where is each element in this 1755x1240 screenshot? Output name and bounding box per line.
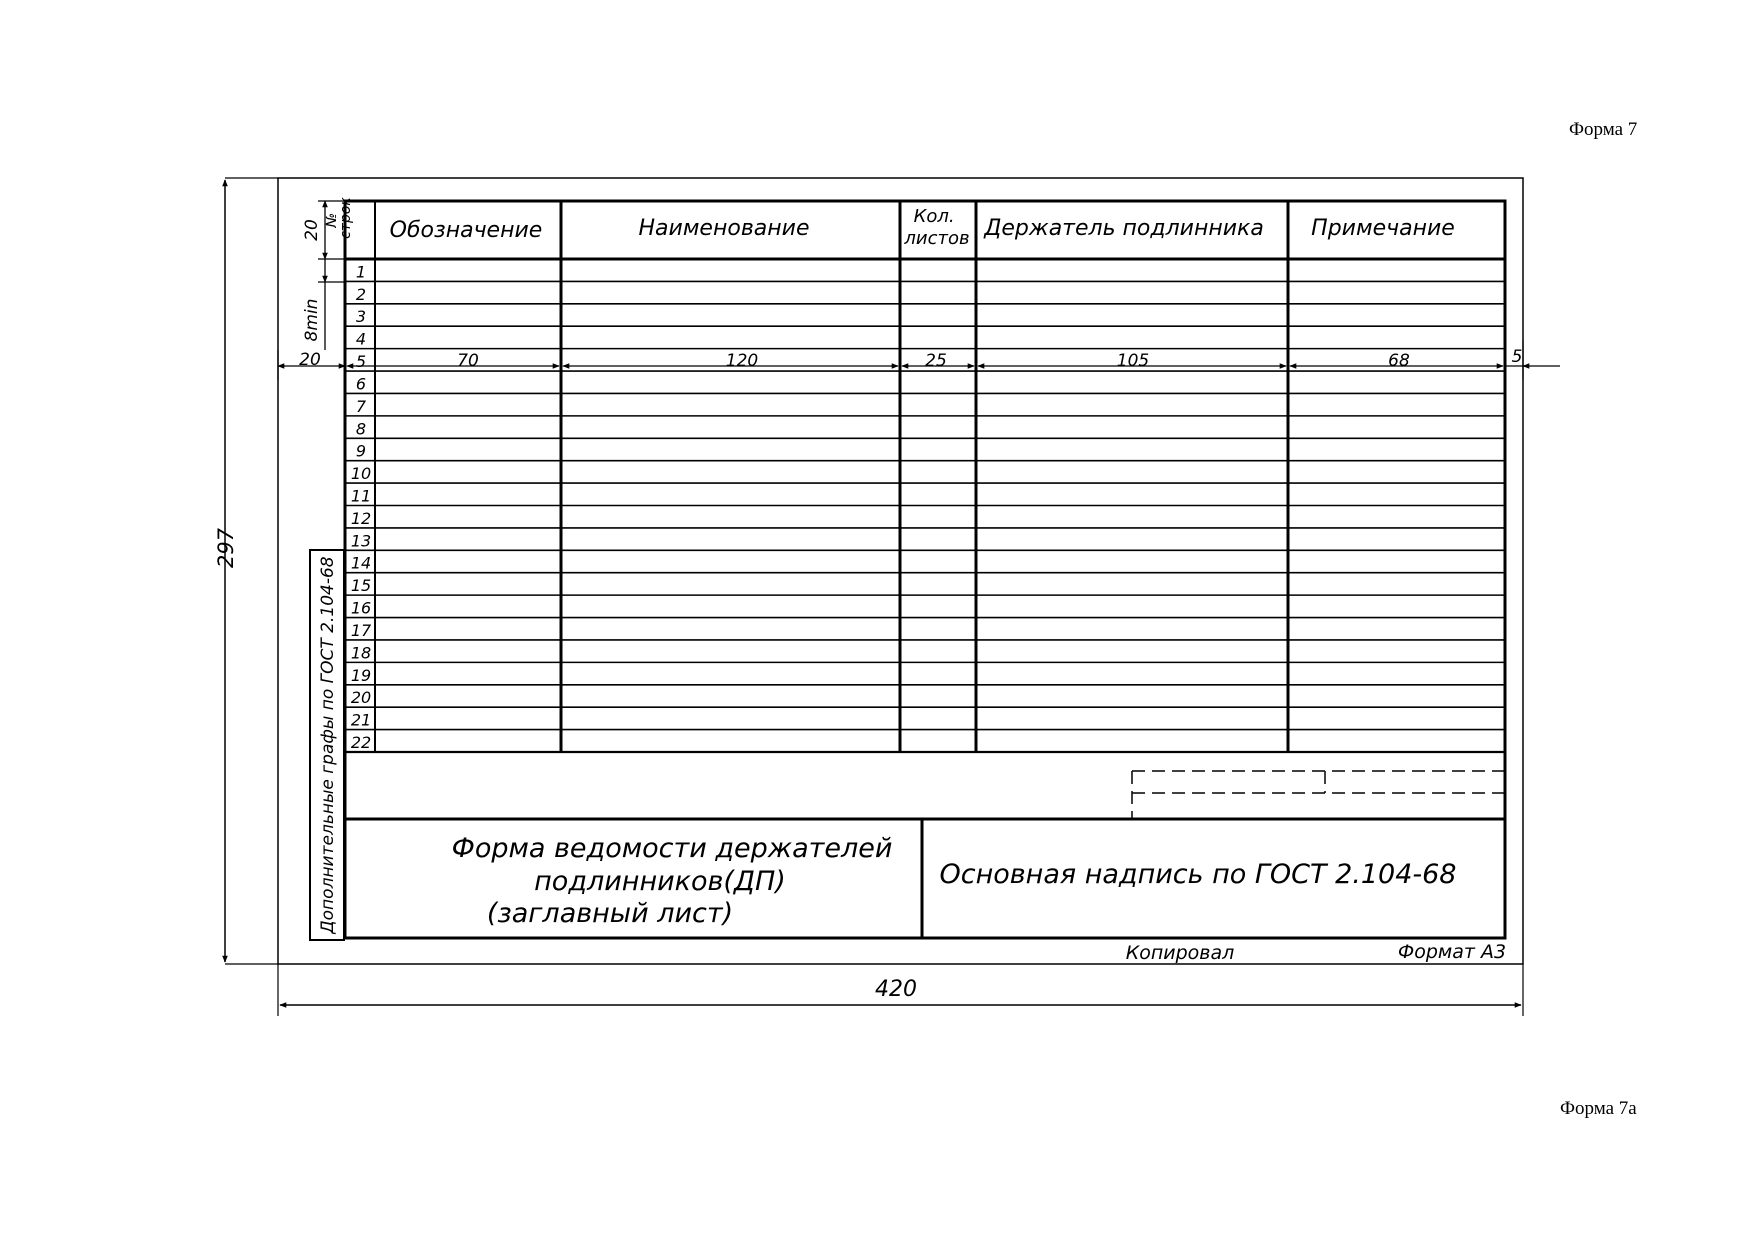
drawing-geometry [225, 178, 1560, 1016]
header-sheet-count: Кол. листов [904, 206, 970, 249]
row-number: 16 [350, 598, 372, 618]
dim-col-count: 25 [925, 351, 947, 371]
main-inscription: Основная надпись по ГОСТ 2.104-68 [939, 859, 1457, 890]
row-number: 15 [350, 576, 372, 596]
dim-col-holder: 105 [1116, 351, 1150, 371]
stamp-title-line-3: (заглавный лист) [486, 898, 734, 929]
header-note: Примечание [1311, 216, 1455, 241]
row-number: 14 [350, 553, 372, 573]
copied-label: Копировал [1125, 942, 1235, 964]
row-number: 17 [350, 620, 372, 640]
stamp-title-line-2: подлинников(ДП) [534, 866, 786, 897]
row-number: 4 [355, 329, 367, 349]
dim-right-margin: 5 [1511, 347, 1523, 367]
header-holder: Держатель подлинника [984, 216, 1264, 241]
row-number: 10 [350, 464, 372, 484]
row-number: 22 [350, 733, 372, 752]
dim-left-margin: 20 [299, 350, 321, 370]
dim-col-designation: 70 [457, 351, 479, 371]
row-number: 9 [355, 441, 367, 461]
format-label: Формат А3 [1397, 941, 1507, 963]
row-number: 11 [350, 486, 372, 506]
row-number-header: № строк [324, 197, 354, 239]
dim-col-note: 68 [1388, 351, 1410, 371]
dim-col-name: 120 [725, 351, 759, 371]
row-number: 18 [350, 643, 372, 663]
dim-overall-height: 297 [214, 527, 238, 569]
row-number: 20 [350, 688, 372, 708]
form-label-top: Форма 7 [1569, 119, 1638, 140]
row-number: 5 [355, 352, 367, 372]
row-number: 8 [355, 419, 367, 439]
side-label: Дополнительные графы по ГОСТ 2.104-68 [318, 556, 338, 934]
row-number: 3 [355, 307, 367, 327]
row-number: 6 [355, 374, 367, 394]
row-number: 19 [350, 665, 372, 685]
row-number: 1 [355, 262, 367, 282]
row-number: 21 [350, 710, 372, 730]
stamp-title-line-1: Форма ведомости держателей [451, 833, 893, 864]
form-frame [345, 201, 1505, 938]
header-designation: Обозначение [389, 218, 543, 243]
dim-row-height: 8min [302, 298, 322, 342]
form-label-bottom: Форма 7а [1560, 1098, 1637, 1119]
row-number: 12 [350, 508, 372, 528]
header-name: Наименование [638, 216, 810, 241]
dim-overall-width: 420 [875, 977, 917, 1002]
row-number: 7 [355, 396, 367, 416]
dim-header-height: 20 [302, 219, 322, 241]
row-number: 2 [355, 284, 367, 304]
row-number: 13 [350, 531, 372, 551]
